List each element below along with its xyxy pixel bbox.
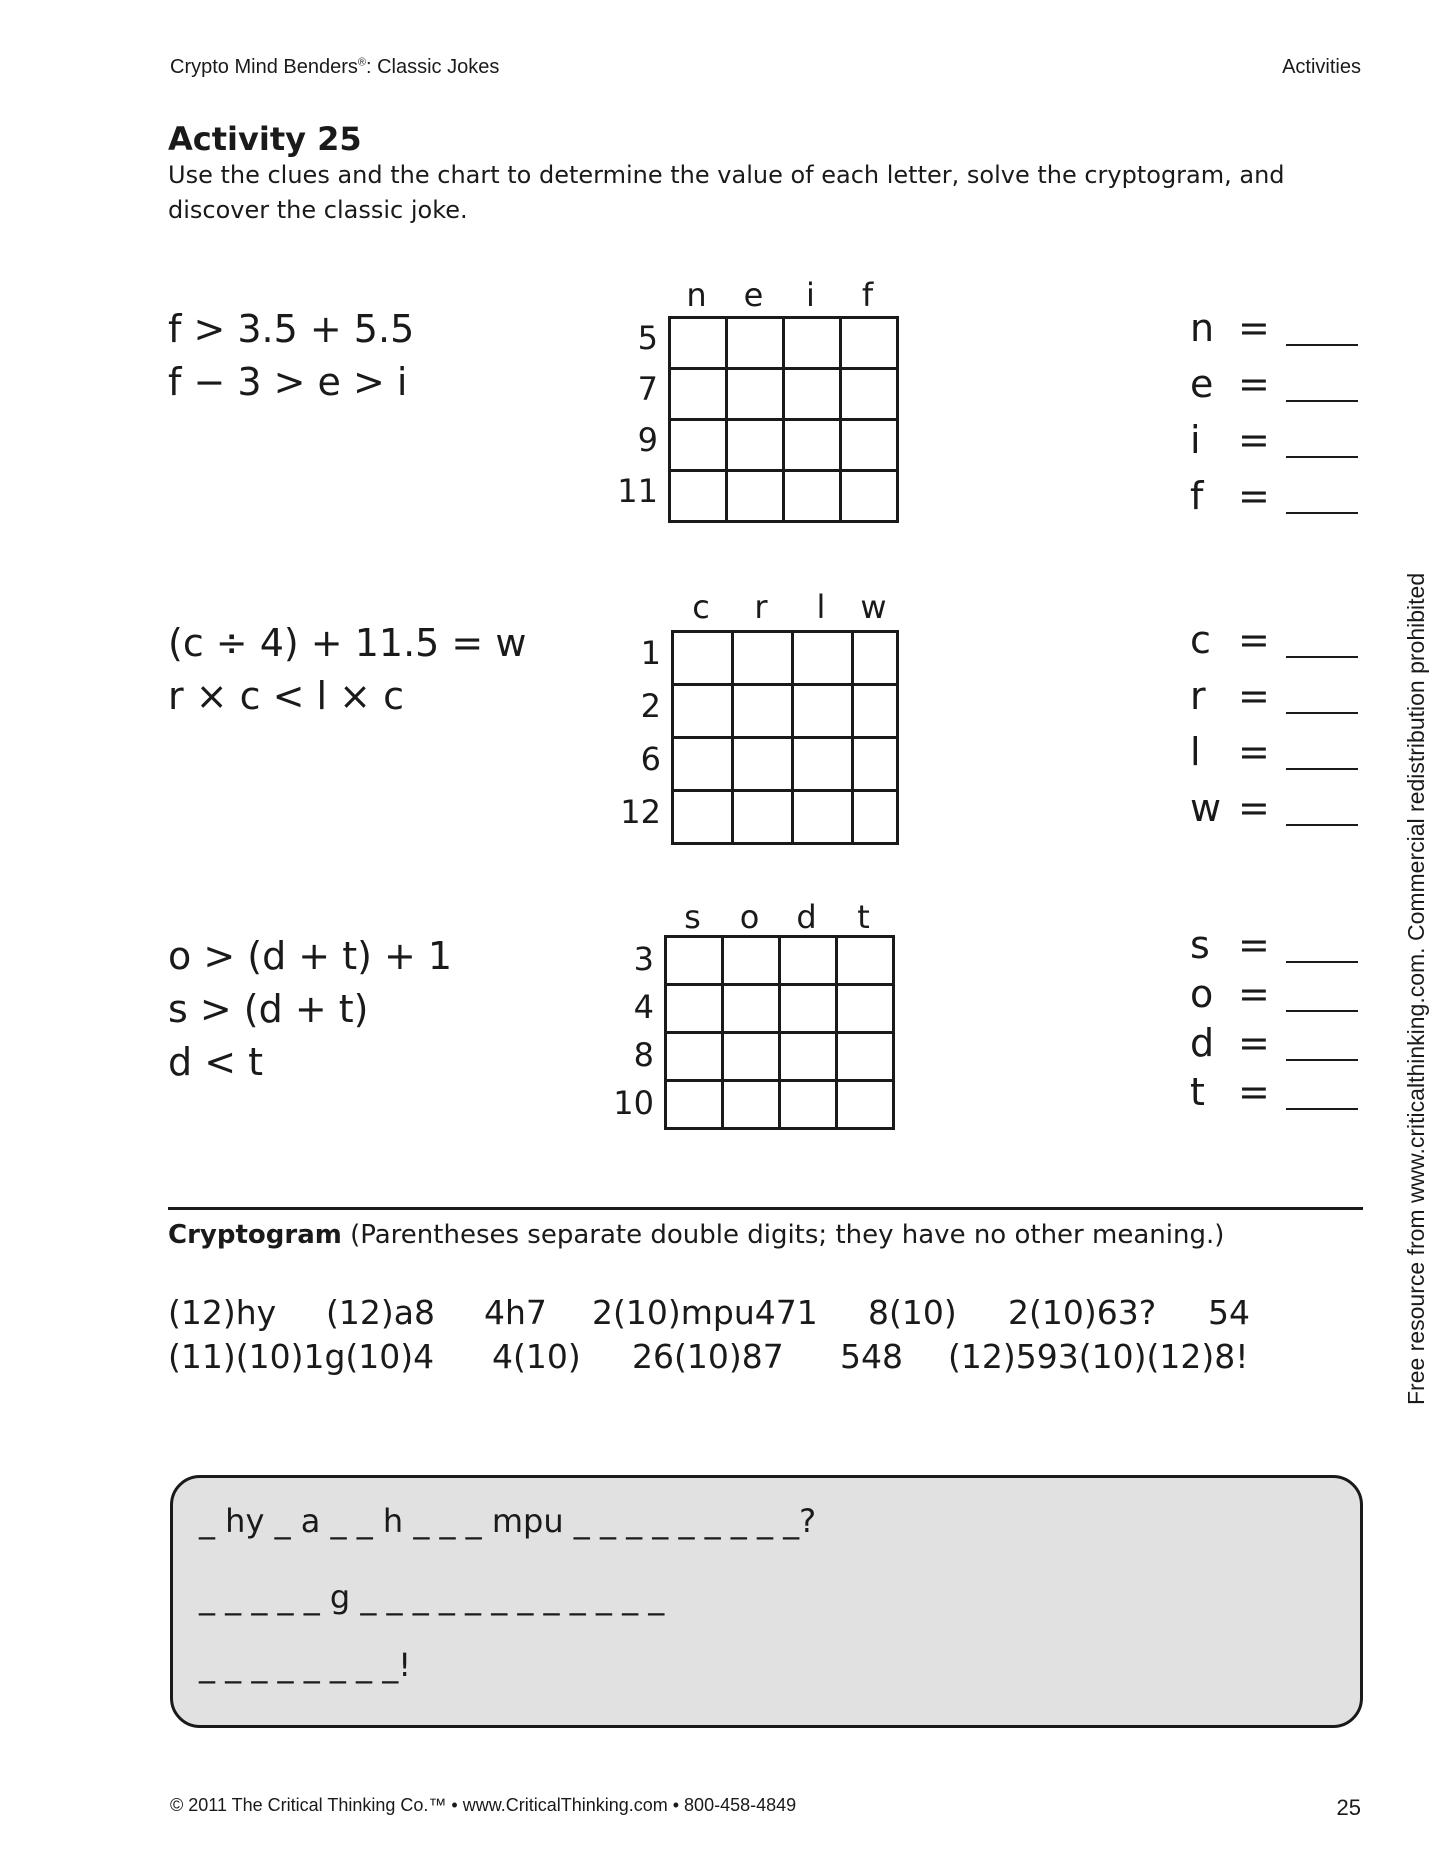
cipher-word: (12)hy — [168, 1293, 277, 1332]
grid-row-label: 3 — [633, 940, 654, 978]
grid-cell[interactable] — [793, 791, 853, 844]
grid-cell[interactable] — [853, 791, 898, 844]
clues-puzzle-1 — [168, 303, 414, 409]
grid-cell[interactable] — [784, 420, 841, 471]
grid-cell[interactable] — [673, 738, 733, 791]
grid-column-label: o — [739, 898, 760, 936]
side-copyright-notice: Free resource from www.criticalthinking.com. Commercial redistribution prohibited — [1403, 572, 1429, 1405]
running-header-section: Activities — [1282, 56, 1361, 78]
clue: d < t — [168, 1040, 264, 1084]
grid-cell[interactable] — [727, 318, 784, 369]
cipher-word: 26(10)87 — [632, 1337, 784, 1376]
logic-grid-2 — [671, 630, 899, 845]
grid-column-label: e — [743, 276, 764, 314]
grid-row-label: 8 — [633, 1036, 654, 1074]
clues-puzzle-3 — [168, 930, 452, 1089]
grid-cell[interactable] — [733, 738, 793, 791]
grid-cell[interactable] — [853, 632, 898, 685]
cipher-word: 2(10)63? — [1008, 1293, 1157, 1332]
grid-cell[interactable] — [670, 471, 727, 522]
cipher-word: 4(10) — [492, 1337, 581, 1376]
section-divider — [168, 1207, 1363, 1210]
answer-blank[interactable] — [1286, 824, 1358, 826]
grid-row-label: 9 — [637, 421, 658, 459]
grid-row-label: 5 — [637, 319, 658, 357]
grid-cell[interactable] — [733, 632, 793, 685]
grid-column-label: i — [806, 276, 815, 314]
answer-row: o = — [1190, 972, 1360, 1021]
answers-puzzle-3 — [1190, 923, 1360, 1119]
cipher-word: (12)a8 — [326, 1293, 435, 1332]
grid-cell[interactable] — [841, 471, 898, 522]
joke-answer-box — [170, 1475, 1363, 1728]
answer-row: f = — [1190, 474, 1360, 530]
grid-row-label: 10 — [613, 1084, 654, 1122]
grid-cell[interactable] — [784, 369, 841, 420]
grid-cell[interactable] — [723, 1081, 780, 1129]
answer-line-1[interactable]: _ hy _ a _ _ h _ _ _ mpu _ _ _ _ _ _ _ _ _? — [199, 1502, 817, 1540]
grid-row-label: 1 — [640, 634, 661, 672]
answer-blank[interactable] — [1286, 344, 1358, 346]
answer-row: e = — [1190, 362, 1360, 418]
grid-cell[interactable] — [793, 738, 853, 791]
answer-blank[interactable] — [1286, 961, 1358, 963]
grid-cell[interactable] — [666, 1033, 723, 1081]
cipher-word: 8(10) — [868, 1293, 957, 1332]
logic-grid-3 — [664, 935, 895, 1130]
grid-cell[interactable] — [853, 685, 898, 738]
answer-row: c = — [1190, 618, 1360, 674]
grid-row-label: 6 — [640, 740, 661, 778]
page-number: 25 — [1336, 1795, 1361, 1820]
cryptogram-line-2 — [168, 1337, 1268, 1381]
logic-grid-1 — [668, 316, 899, 523]
grid-cell[interactable] — [780, 1033, 837, 1081]
grid-cell[interactable] — [727, 471, 784, 522]
grid-column-label: t — [857, 898, 870, 936]
grid-cell[interactable] — [727, 420, 784, 471]
cipher-word: 4h7 — [484, 1293, 547, 1332]
grid-cell[interactable] — [666, 1081, 723, 1129]
grid-cell[interactable] — [780, 1081, 837, 1129]
answer-row: r = — [1190, 674, 1360, 730]
clues-puzzle-2 — [168, 617, 526, 723]
answer-row: s = — [1190, 923, 1360, 972]
grid-cell[interactable] — [723, 985, 780, 1033]
grid-column-label: c — [692, 588, 710, 626]
grid-cell[interactable] — [780, 937, 837, 985]
grid-column-label: w — [860, 588, 887, 626]
cipher-word: 2(10)mpu471 — [592, 1293, 818, 1332]
answer-row: d = — [1190, 1021, 1360, 1070]
clue: o > (d + t) + 1 — [168, 934, 453, 978]
grid-cell[interactable] — [841, 318, 898, 369]
answer-row: t = — [1190, 1070, 1360, 1119]
clue: f > 3.5 + 5.5 — [168, 307, 415, 351]
grid-cell[interactable] — [670, 369, 727, 420]
answer-blank[interactable] — [1286, 1108, 1358, 1110]
answer-row: l = — [1190, 730, 1360, 786]
grid-cell[interactable] — [723, 937, 780, 985]
clue: r × c < l × c — [168, 674, 404, 718]
grid-cell[interactable] — [673, 685, 733, 738]
grid-cell[interactable] — [666, 985, 723, 1033]
grid-row-label: 12 — [620, 793, 661, 831]
grid-cell[interactable] — [666, 937, 723, 985]
grid-cell[interactable] — [841, 369, 898, 420]
answer-blank[interactable] — [1286, 512, 1358, 514]
grid-cell[interactable] — [793, 632, 853, 685]
grid-cell[interactable] — [673, 632, 733, 685]
grid-row-label: 4 — [633, 988, 654, 1026]
grid-cell[interactable] — [723, 1033, 780, 1081]
answer-blank[interactable] — [1286, 768, 1358, 770]
grid-column-label: l — [816, 588, 826, 626]
answer-blank[interactable] — [1286, 1059, 1358, 1061]
answer-blank[interactable] — [1286, 712, 1358, 714]
grid-cell[interactable] — [727, 369, 784, 420]
answer-row: i = — [1190, 418, 1360, 474]
grid-cell[interactable] — [733, 685, 793, 738]
grid-cell[interactable] — [853, 738, 898, 791]
grid-cell[interactable] — [837, 985, 894, 1033]
grid-cell[interactable] — [670, 420, 727, 471]
grid-row-label: 2 — [640, 687, 661, 725]
grid-cell[interactable] — [837, 1081, 894, 1129]
grid-row-label: 7 — [637, 370, 658, 408]
grid-cell[interactable] — [784, 471, 841, 522]
grid-column-label: n — [686, 276, 707, 314]
footer-copyright: © 2011 The Critical Thinking Co.™ • www.CriticalThinking.com • 800-458-4849 — [170, 1795, 797, 1815]
answer-row: n = — [1190, 306, 1360, 362]
cipher-word: (12)593(10)(12)8! — [948, 1337, 1249, 1376]
answer-line-3[interactable]: _ _ _ _ _ _ _ _! — [199, 1646, 412, 1684]
cipher-word: 548 — [840, 1337, 903, 1376]
clue: f − 3 > e > i — [168, 360, 408, 404]
grid-column-label: f — [861, 276, 874, 314]
answers-puzzle-1 — [1190, 306, 1360, 530]
answers-puzzle-2 — [1190, 618, 1360, 842]
running-header-title: Crypto Mind Benders®: Classic Jokes — [170, 56, 500, 78]
cipher-word: (11)(10)1g(10)4 — [168, 1337, 435, 1376]
grid-cell[interactable] — [841, 420, 898, 471]
grid-column-label: s — [684, 898, 701, 936]
cipher-word: 54 — [1208, 1293, 1250, 1332]
instructions: Use the clues and the chart to determine the value of each letter, solve the cryptogram, and discover the classic joke. — [168, 161, 1285, 224]
grid-cell[interactable] — [780, 985, 837, 1033]
answer-blank[interactable] — [1286, 1010, 1358, 1012]
grid-column-label: r — [754, 588, 768, 626]
answer-row: w = — [1190, 786, 1360, 842]
answer-blank[interactable] — [1286, 400, 1358, 402]
grid-cell[interactable] — [670, 318, 727, 369]
grid-cell[interactable] — [837, 1033, 894, 1081]
grid-cell[interactable] — [673, 791, 733, 844]
grid-row-label: 11 — [617, 472, 658, 510]
grid-cell[interactable] — [793, 685, 853, 738]
answer-blank[interactable] — [1286, 656, 1358, 658]
clue: s > (d + t) — [168, 987, 369, 1031]
clue: (c ÷ 4) + 11.5 = w — [168, 621, 527, 665]
grid-column-label: d — [796, 898, 817, 936]
grid-cell[interactable] — [784, 318, 841, 369]
answer-line-2[interactable]: _ _ _ _ _ g _ _ _ _ _ _ _ _ _ _ _ _ — [199, 1578, 665, 1616]
answer-blank[interactable] — [1286, 456, 1358, 458]
cryptogram-heading: Cryptogram (Parentheses separate double digits; they have no other meaning.) — [168, 1220, 1225, 1250]
grid-cell[interactable] — [733, 791, 793, 844]
activity-title: Activity 25 — [168, 120, 362, 158]
cryptogram-line-1 — [168, 1293, 1268, 1337]
grid-cell[interactable] — [837, 937, 894, 985]
